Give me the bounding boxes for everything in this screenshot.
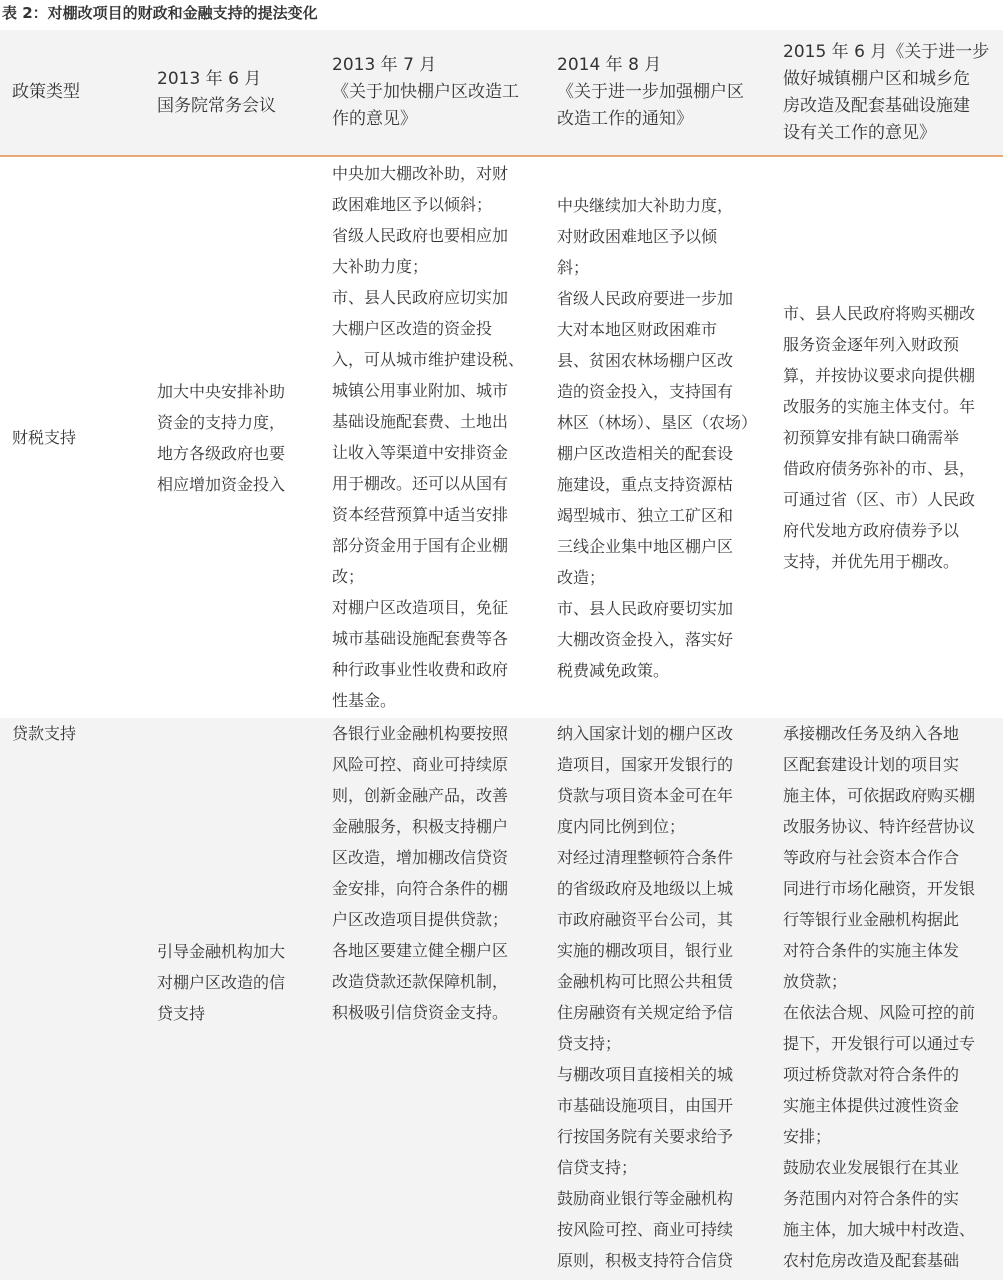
table-header-row [0,30,1003,156]
cell-2013-july [322,718,547,1280]
cell-line: 林区（林场）、垦区（农场） [557,412,758,432]
cell-line: 纳入国家计划的棚户区改 [557,724,734,743]
cell-line: 行等银行业金融机构据此 [783,910,960,929]
cell-line: 原则，积极支持符合信贷 [557,1251,734,1270]
policy-table [0,30,1003,1280]
cell-line: 用于棚改。还可以从国有 [332,473,509,493]
policy-type-cell: 贷款支持 [12,724,77,743]
table-row-loan-support [0,718,1003,1280]
cell-line: 农村危房改造及配套基础 [783,1251,960,1270]
cell-line: 大棚户区改造的资金投 [332,318,493,338]
cell-2013-july [322,156,547,718]
cell-line: 风险可控、商业可持续原 [332,755,509,774]
cell-line: 政困难地区予以倾斜； [332,194,493,214]
cell-line: 积极吸引信贷资金支持。 [332,1003,509,1022]
cell-line: 市政府融资平台公司，其 [557,910,734,929]
cell-line: 各银行业金融机构要按照 [332,724,509,743]
cell-line: 支持，并优先用于棚改。 [783,552,960,571]
cell-line: 服务资金逐年列入财政预 [783,335,960,354]
cell-line: 金融机构可比照公共租赁 [557,972,734,991]
cell-line: 改； [332,566,365,586]
cell-line: 贷支持 [157,1004,206,1023]
cell-line: 入，可从城市维护建设税、 [332,349,525,369]
cell-line: 改服务的实施主体支付。年 [783,397,976,416]
cell-line: 市基础设施项目，由国开 [557,1096,734,1115]
cell-line: 住房融资有关规定给予信 [557,1003,734,1022]
cell-line: 基础设施配套费、土地出 [332,411,509,431]
cell-line: 地方各级政府也要 [157,443,286,463]
cell-line: 提下，开发银行可以通过专 [783,1034,976,1053]
cell-line: 金安排，向符合条件的棚 [332,879,509,898]
cell-line: 在依法合规、风险可控的前 [783,1003,976,1022]
cell-line: 贷支持； [557,1034,622,1053]
cell-line: 城市基础设施配套费等各 [332,628,509,648]
cell-line: 行按国务院有关要求给予 [557,1127,734,1146]
cell-line: 三线企业集中地区棚户区 [557,536,734,556]
cell-line: 县、贫困农林场棚户区改 [557,350,734,370]
cell-2014-august [547,156,773,718]
cell-line: 施主体，可依据政府购买棚 [783,786,976,805]
policy-type-cell: 财税支持 [12,428,77,447]
cell-line: 承接棚改任务及纳入各地 [783,724,960,743]
cell-line: 大棚改资金投入，落实好 [557,629,734,649]
header-2015-june: 2015 年 6 月《关于进一步 做好城镇棚户区和城乡危 房改造及配套基础设施建 设有关工作的意见》 [783,41,990,143]
cell-line: 对财政困难地区予以倾 [557,226,718,246]
cell-line: 项过桥贷款对符合条件的 [783,1065,960,1084]
cell-line: 务范围内对符合条件的实 [783,1189,960,1208]
cell-line: 中央加大棚改补助，对财 [332,163,509,183]
cell-line: 可通过省（区、市）人民政 [783,490,976,509]
cell-line: 实施的棚改项目，银行业 [557,941,734,960]
cell-line: 性基金。 [332,690,397,710]
cell-line: 加大中央安排补助 [157,381,286,401]
cell-line: 度内同比例到位； [557,817,686,836]
cell-line: 贷款与项目资本金可在年 [557,786,734,805]
cell-line: 斜； [557,257,590,277]
cell-line: 对棚户区改造项目，免征 [332,597,509,617]
cell-line: 造的资金投入，支持国有 [557,381,734,401]
cell-line: 实施主体提供过渡性资金 [783,1096,960,1115]
cell-line: 鼓励商业银行等金融机构 [557,1189,734,1208]
cell-line: 金融服务，积极支持棚户 [332,817,509,836]
cell-line: 的省级政府及地级以上城 [557,879,734,898]
cell-line: 改服务协议、特许经营协议 [783,817,976,836]
cell-line: 市、县人民政府将购买棚改 [783,304,976,323]
cell-line: 城镇公用事业附加、城市 [332,380,509,400]
cell-line: 施建设，重点支持资源枯 [557,474,734,494]
cell-line: 改造贷款还款保障机制， [332,972,509,991]
cell-line: 府代发地方政府债券予以 [783,521,960,540]
cell-line: 借政府债务弥补的市、县， [783,459,976,478]
header-2013-july: 2013 年 7 月 《关于加快棚户区改造工 作的意见》 [332,55,519,129]
header-2014-august: 2014 年 8 月 《关于进一步加强棚户区 改造工作的通知》 [557,55,744,129]
cell-line: 造项目，国家开发银行的 [557,755,734,774]
header-2013-june: 2013 年 6 月 国务院常务会议 [157,68,276,116]
cell-line: 改造； [557,567,606,587]
cell-line: 资金的支持力度， [157,412,286,432]
cell-line: 信贷支持； [557,1158,638,1177]
cell-line: 初预算安排有缺口确需举 [783,428,960,447]
cell-line: 户区改造项目提供贷款； [332,910,509,929]
cell-2015-june [773,156,1003,718]
cell-2015-june [773,718,1003,1280]
cell-line: 则，创新金融产品，改善 [332,786,509,805]
cell-line: 对符合条件的实施主体发 [783,941,960,960]
cell-2013-june [147,718,322,1280]
cell-line: 税费减免政策。 [557,660,670,680]
cell-line: 区改造，增加棚改信贷资 [332,848,509,867]
cell-line: 引导金融机构加大 [157,942,286,961]
cell-line: 鼓励农业发展银行在其业 [783,1158,960,1177]
cell-line: 省级人民政府要进一步加 [557,288,734,308]
cell-line: 让收入等渠道中安排资金 [332,442,509,462]
cell-line: 放贷款； [783,972,848,991]
cell-2014-august [547,718,773,1280]
cell-line: 区配套建设计划的项目实 [783,755,960,774]
cell-line: 棚户区改造相关的配套设 [557,443,734,463]
cell-line: 施主体，加大城中村改造、 [783,1220,976,1239]
cell-line: 种行政事业性收费和政府 [332,659,509,679]
cell-line: 算，并按协议要求向提供棚 [783,366,976,385]
cell-line: 按风险可控、商业可持续 [557,1220,734,1239]
cell-line: 部分资金用于国有企业棚 [332,535,509,555]
cell-2013-june [147,156,322,718]
cell-line: 资本经营预算中适当安排 [332,504,509,524]
cell-line: 各地区要建立健全棚户区 [332,941,509,960]
cell-line: 大补助力度； [332,256,429,276]
cell-line: 市、县人民政府要切实加 [557,598,734,618]
cell-line: 等政府与社会资本合作合 [783,848,960,867]
cell-line: 对棚户区改造的信 [157,973,286,992]
cell-line: 相应增加资金投入 [157,474,286,494]
table-caption: 表 2：对棚改项目的财政和金融支持的提法变化 [2,4,318,22]
cell-line: 市、县人民政府应切实加 [332,287,509,307]
cell-line: 同进行市场化融资，开发银 [783,879,976,898]
header-policy-type: 政策类型 [12,82,80,102]
cell-line: 竭型城市、独立工矿区和 [557,505,734,525]
cell-line: 对经过清理整顿符合条件 [557,848,734,867]
table-row-fiscal-support [0,156,1003,718]
cell-line: 省级人民政府也要相应加 [332,225,509,245]
cell-line: 大对本地区财政困难市 [557,319,718,339]
cell-line: 中央继续加大补助力度， [557,195,734,215]
cell-line: 与棚改项目直接相关的城 [557,1065,734,1084]
cell-line: 安排； [783,1127,832,1146]
